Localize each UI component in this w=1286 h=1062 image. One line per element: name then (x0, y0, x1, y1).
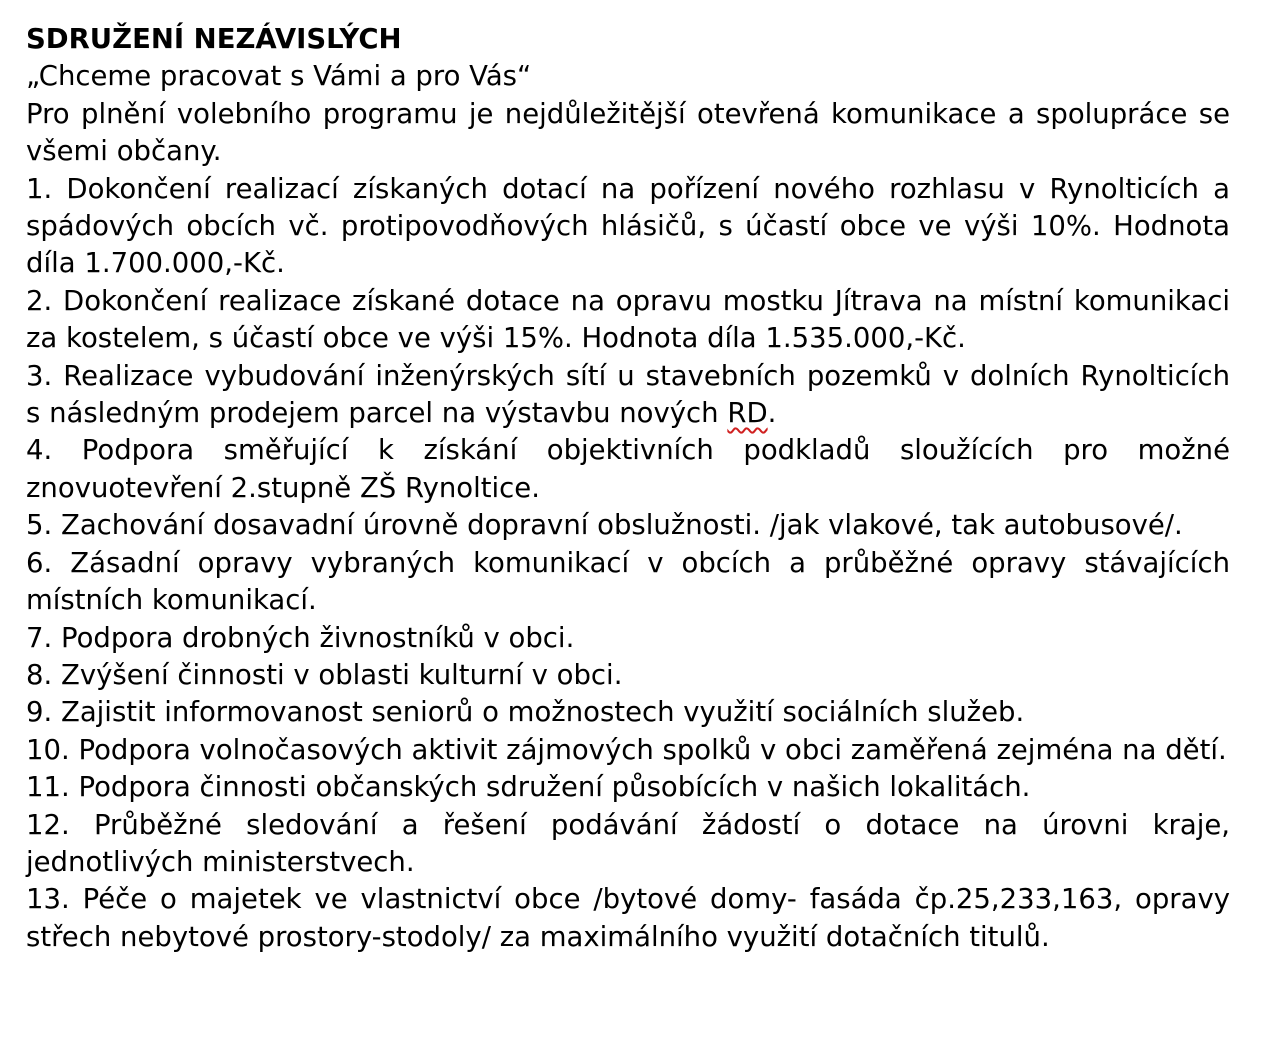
program-item-6: 6. Zásadní opravy vybraných komunikací v obcích a průběžné opravy stávajících místních komunikací. (26, 546, 1230, 617)
program-item-9: 9. Zajistit informovanost seniorů o možnostech využití sociálních služeb. (26, 696, 1025, 729)
program-item-5: 5. Zachování dosavadní úrovně dopravní obslužnosti. /jak vlakové, tak autobusové/. (26, 509, 1183, 542)
program-item-8: 8. Zvýšení činnosti v oblasti kulturní v obci. (26, 658, 623, 691)
program-item-10: 10. Podpora volnočasových aktivit zájmových spolků v obci zaměřená zejména na dětí. (26, 733, 1227, 766)
program-item-3 (26, 358, 1230, 433)
program-item-3-text: 3. Realizace vybudování inženýrských sítí u stavebních pozemků v dolních Rynolticích s následným prodejem parcel na výstavbu nových (26, 359, 1230, 430)
program-item-4: 4. Podpora směřující k získání objektivních podkladů sloužících pro možné znovuotevření 2.stupně ZŠ Rynoltice. (26, 434, 1230, 504)
document-title: SDRUŽENÍ NEZÁVISLÝCH (26, 23, 402, 55)
program-item-1: 1. Dokončení realizací získaných dotací na pořízení nového rozhlasu v Rynolticích a spádových obcích vč. protipovodňových hlásičů, s účastí obce ve výši 10%. Hodnota díla 1.700.000,-Kč. (26, 172, 1230, 280)
program-item-12: 12. Průběžné sledování a řešení podávání žádostí o dotace na úrovni kraje, jednotlivých ministerstvech. (26, 808, 1230, 878)
program-item-2: 2. Dokončení realizace získané dotace na opravu mostku Jítrava na místní komunikaci za kostelem, s účastí obce ve výši 15%. Hodnota díla 1.535.000,-Kč. (26, 284, 1230, 355)
program-item-7: 7. Podpora drobných živnostníků v obci. (26, 621, 575, 654)
program-item-13: 13. Péče o majetek ve vlastnictví obce /bytové domy- fasáda čp.25,233,163, opravy střech nebytové prostory-stodoly/ za maximálního využití dotačních titulů. (26, 883, 1230, 953)
program-item-3-end: . (767, 397, 777, 430)
intro-paragraph: Pro plnění volebního programu je nejdůležitější otevřená komunikace a spolupráce se všemi občany. (26, 97, 1230, 168)
program-item-11: 11. Podpora činnosti občanských sdružení působících v našich lokalitách. (26, 771, 1031, 804)
spellcheck-flagged-word[interactable]: RD (727, 397, 768, 430)
document-slogan: „Chceme pracovat s Vámi a pro Vás“ (26, 60, 532, 93)
